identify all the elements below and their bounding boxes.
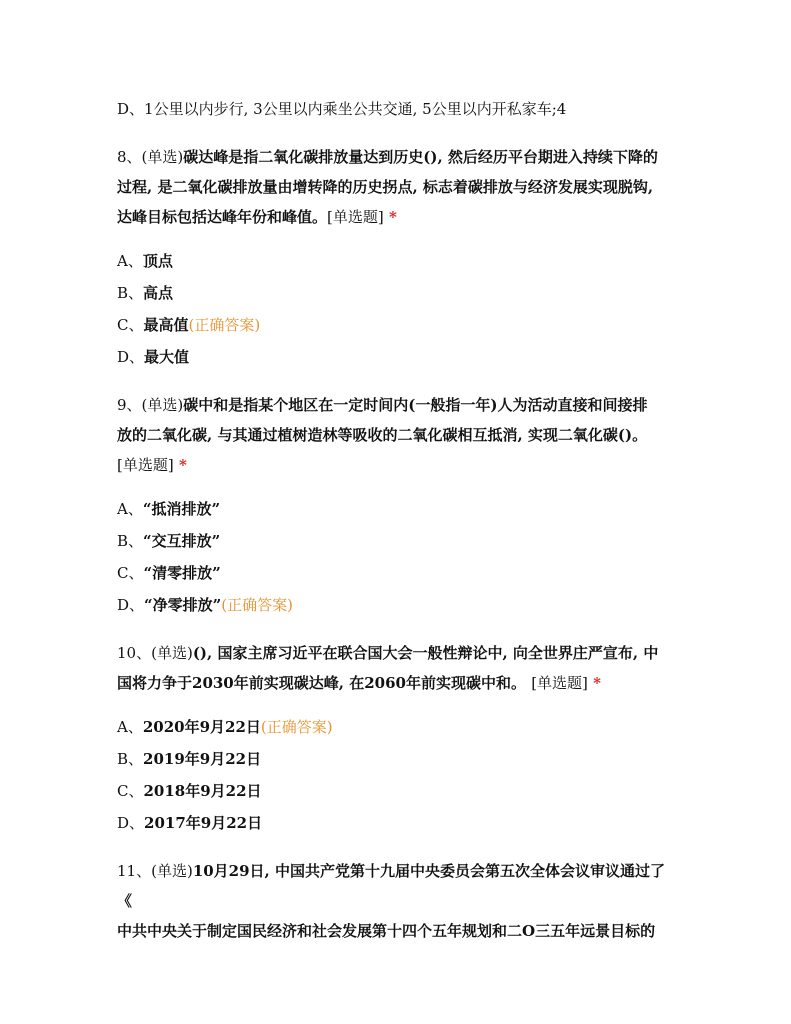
- option-label: A、: [117, 500, 143, 518]
- correct-answer-marker: (正确答案): [221, 596, 294, 614]
- question-number: 8、: [117, 148, 142, 166]
- option-label: D、: [117, 596, 145, 614]
- stem-line: 达峰目标包括达峰年份和峰值。: [117, 208, 328, 226]
- question-10-stem: [117, 638, 677, 668]
- option-label: B、: [117, 284, 144, 302]
- option-c[interactable]: [117, 776, 677, 806]
- stem-line-row: [117, 916, 677, 946]
- option-label: D、: [117, 814, 145, 832]
- question-10: [117, 638, 677, 838]
- question-tag: [单选题]: [531, 674, 588, 692]
- option-d[interactable]: [117, 342, 677, 372]
- option-b[interactable]: [117, 278, 677, 308]
- option-text: 最大值: [144, 348, 190, 366]
- option-a[interactable]: [117, 712, 677, 742]
- stem-line-row: [117, 668, 677, 698]
- option-text: 最高值: [143, 316, 189, 334]
- option-text: “抵消排放”: [142, 500, 221, 518]
- option-d[interactable]: [117, 590, 677, 620]
- option-a[interactable]: [117, 246, 677, 276]
- question-9: [117, 390, 677, 620]
- option-text: “净零排放”: [144, 596, 222, 614]
- question-tag: [单选题]: [327, 208, 384, 226]
- option-d[interactable]: [117, 808, 677, 838]
- correct-answer-marker: (正确答案): [188, 316, 261, 334]
- option-b[interactable]: [117, 744, 677, 774]
- question-type: (单选): [141, 396, 184, 414]
- option-b[interactable]: [117, 526, 677, 556]
- question-8-stem: [117, 142, 677, 172]
- stem-line-row: [117, 450, 677, 480]
- question-type: (单选): [151, 644, 193, 662]
- option-text: “清零排放”: [143, 564, 221, 582]
- document-page: [117, 94, 677, 946]
- stem-line: 碳中和是指某个地区在一定时间内(一般指一年)人为活动直接和间接排: [183, 396, 648, 414]
- option-label: A、: [117, 718, 143, 736]
- previous-option-line: D、1公里以内步行, 3公里以内乘坐公共交通, 5公里以内开私家车;4: [117, 100, 567, 118]
- question-number: 9、: [117, 396, 142, 414]
- question-type: (单选): [151, 862, 193, 880]
- required-star: *: [178, 456, 187, 474]
- stem-line: 10月29日, 中国共产党第十九届中央委员会第五次全体会议审议通过了《: [117, 862, 666, 910]
- required-star: *: [388, 208, 397, 226]
- option-c[interactable]: [117, 558, 677, 588]
- question-type: (单选): [141, 148, 184, 166]
- option-label: C、: [117, 564, 144, 582]
- question-number: 11、: [117, 862, 152, 880]
- stem-line: 放的二氧化碳, 与其通过植树造林等吸收的二氧化碳相互抵消, 实现二氧化碳()。: [117, 426, 648, 444]
- option-text: 顶点: [142, 252, 173, 270]
- question-number: 10、: [117, 644, 152, 662]
- stem-line-row: [117, 202, 677, 232]
- question-11: [117, 856, 677, 946]
- option-c[interactable]: [117, 310, 677, 340]
- question-9-stem: [117, 390, 677, 420]
- option-label: D、: [117, 348, 145, 366]
- option-text: 2019年9月22日: [143, 750, 262, 768]
- stem-line-row: [117, 420, 677, 450]
- option-label: A、: [117, 252, 143, 270]
- stem-line: 碳达峰是指二氧化碳排放量达到历史(), 然后经历平台期进入持续下降的: [183, 148, 658, 166]
- option-label: B、: [117, 750, 144, 768]
- question-11-stem: [117, 856, 677, 916]
- stem-line: 中共中央关于制定国民经济和社会发展第十四个五年规划和二O三五年远景目标的: [117, 922, 656, 940]
- option-text: 2017年9月22日: [144, 814, 263, 832]
- correct-answer-marker: (正确答案): [260, 718, 333, 736]
- option-text: 2020年9月22日: [142, 718, 261, 736]
- stem-line-row: [117, 172, 677, 202]
- option-label: B、: [117, 532, 144, 550]
- option-a[interactable]: [117, 494, 677, 524]
- option-label: C、: [117, 782, 144, 800]
- stem-line: 国将力争于2030年前实现碳达峰, 在2060年前实现碳中和。: [117, 674, 526, 692]
- stem-line: 过程, 是二氧化碳排放量由增转降的历史拐点, 标志着碳排放与经济发展实现脱钩,: [117, 178, 654, 196]
- required-star: *: [593, 674, 601, 692]
- option-text: 2018年9月22日: [143, 782, 262, 800]
- question-8: [117, 142, 677, 372]
- stem-line: (), 国家主席习近平在联合国大会一般性辩论中, 向全世界庄严宣布, 中: [192, 644, 659, 662]
- question-tag: [单选题]: [117, 456, 174, 474]
- option-label: C、: [117, 316, 144, 334]
- option-text: 高点: [143, 284, 174, 302]
- option-text: “交互排放”: [143, 532, 221, 550]
